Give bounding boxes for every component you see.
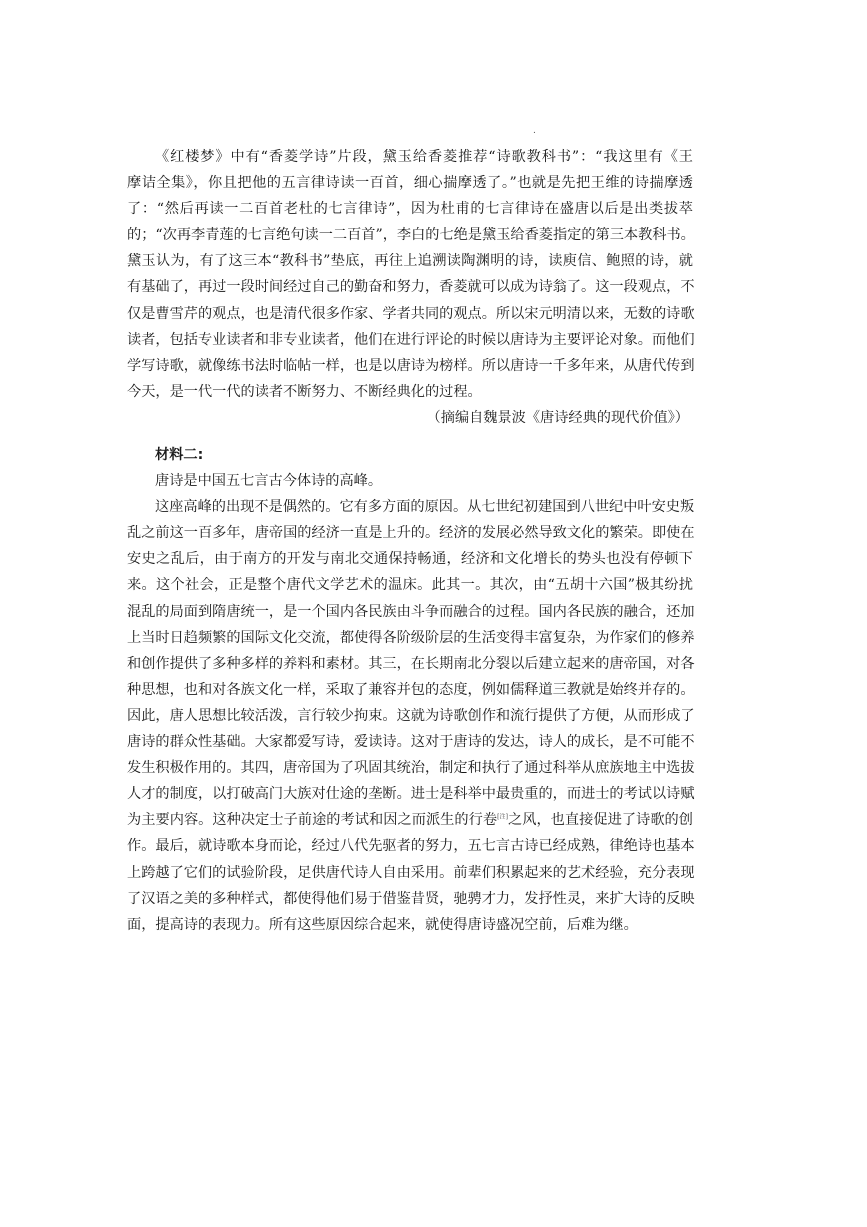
paragraph-line: 混乱的局面到隋唐统一，是一个国内各民族由斗争而融合的过程。国内各民族的融合，还加 <box>127 603 695 620</box>
paragraph-line: 黛玉认为，有了这三本“教科书”垫底，再往上追溯读陶渊明的诗，读庾信、鲍照的诗，就 <box>127 253 693 270</box>
paragraph-line: 仅是曹雪芹的观点，也是清代很多作家、学者共同的观点。所以宋元明清以来，无数的诗歌 <box>127 305 695 322</box>
material-one-passage <box>127 144 693 431</box>
paragraph-line: 的；“次再李青莲的七言绝句读一二百首”，李白的七绝是黛玉给香菱指定的第三本教科书。 <box>127 227 695 244</box>
paragraph-line: 人才的制度，以打破高门大族对仕途的垄断。进士是科举中最贵重的，而进士的考试以诗赋 <box>127 786 695 803</box>
paragraph-line: 读者，包括专业读者和非专业读者，他们在进行评论的时候以唐诗为主要评论对象。而他们 <box>127 331 695 348</box>
paragraph-line: 来。这个社会，正是整个唐代文学艺术的温床。此其一。其次，由“五胡十六国”极其纷扰 <box>127 577 693 594</box>
paragraph-line: 乱之前这一百多年，唐帝国的经济一直是上升的。经济的发展必然导致文化的繁荣。即使在 <box>127 525 695 542</box>
paragraph-line: 摩诘全集》，你且把他的五言律诗读一百首，细心揣摩透了。”也就是先把王维的诗揣摩透 <box>127 175 693 192</box>
paragraph-line: 面，提高诗的表现力。所有这些原因综合起来，就使得唐诗盛况空前，后难为继。 <box>127 916 638 933</box>
line-text-before-footnote: 为主要内容。这种决定士子前途的考试和因之而派生的行卷 <box>127 812 498 829</box>
section-heading: 材料二: <box>155 447 204 463</box>
paragraph-line: 作。最后，就诗歌本身而论，经过八代先驱者的努力，五七言古诗已经成熟，律绝诗也基本 <box>127 838 695 855</box>
paragraph-line: 上跨越了它们的试验阶段，足供唐代诗人自由采用。前辈们积累起来的艺术经验，充分表现 <box>127 864 695 881</box>
paragraph-line-with-footnote <box>127 807 693 833</box>
paragraph-line: 上当时日趋频繁的国际文化交流，都使得各阶级阶层的生活变得丰富复杂，为作家们的修养 <box>127 629 695 646</box>
intro-line: 唐诗是中国五七言古今体诗的高峰。 <box>155 473 383 490</box>
paragraph-line: 《红楼梦》中有“香菱学诗”片段，黛玉给香菱推荐“诗歌教科书”：“我这里有《王 <box>155 149 693 165</box>
paragraph-line: 了：“然后再读一二百首老杜的七言律诗”，因为杜甫的七言律诗在盛唐以后是出类拔萃 <box>127 201 693 218</box>
paragraph-line: 有基础了，再过一段时间经过自己的勤奋和努力，香菱就可以成为诗翁了。这一段观点，不 <box>127 279 695 296</box>
paragraph-line: 了汉语之美的多种样式，都使得他们易于借鉴昔贤，驰骋才力，发抒性灵，来扩大诗的反映 <box>127 890 695 907</box>
paragraph-line: 因此，唐人思想比较活泼，言行较少拘束。这就为诗歌创作和流行提供了方便，从而形成了 <box>127 707 695 724</box>
material-two-passage <box>127 442 693 938</box>
source-citation: （摘编自魏景波《唐诗经典的现代价值》） <box>426 409 689 426</box>
line-text-after-footnote: 之风，也直接促进了诗歌的创 <box>507 812 693 829</box>
paragraph-line: 学写诗歌，就像练书法时临帖一样，也是以唐诗为榜样。所以唐诗一千多年来，从唐代传到 <box>127 357 695 374</box>
paragraph-line: 发生积极作用的。其四，唐帝国为了巩固其统治，制定和执行了通过科举从庶族地主中选拔 <box>127 760 695 777</box>
paragraph-line: 今天，是一代一代的读者不断努力、不断经典化的过程。 <box>127 383 482 400</box>
header-mark: . <box>533 126 536 136</box>
paragraph-line: 和创作提供了多种多样的养料和素材。其三，在长期南北分裂以后建立起来的唐帝国，对各 <box>127 655 695 672</box>
paragraph-line: 安史之乱后，由于南方的开发与南北交通保持畅通，经济和文化增长的势头也没有停顿下 <box>127 551 693 568</box>
footnote-marker: [注] <box>497 813 508 821</box>
paragraph-line: 唐诗的群众性基础。大家都爱写诗，爱读诗。这对于唐诗的发达，诗人的成长，是不可能不 <box>127 734 695 751</box>
paragraph-line: 种思想，也和对各族文化一样，采取了兼容并包的态度，例如儒释道三教就是始终并存的。 <box>127 681 695 698</box>
paragraph-line: 这座高峰的出现不是偶然的。它有多方面的原因。从七世纪初建国到八世纪中叶安史叛 <box>155 499 695 516</box>
